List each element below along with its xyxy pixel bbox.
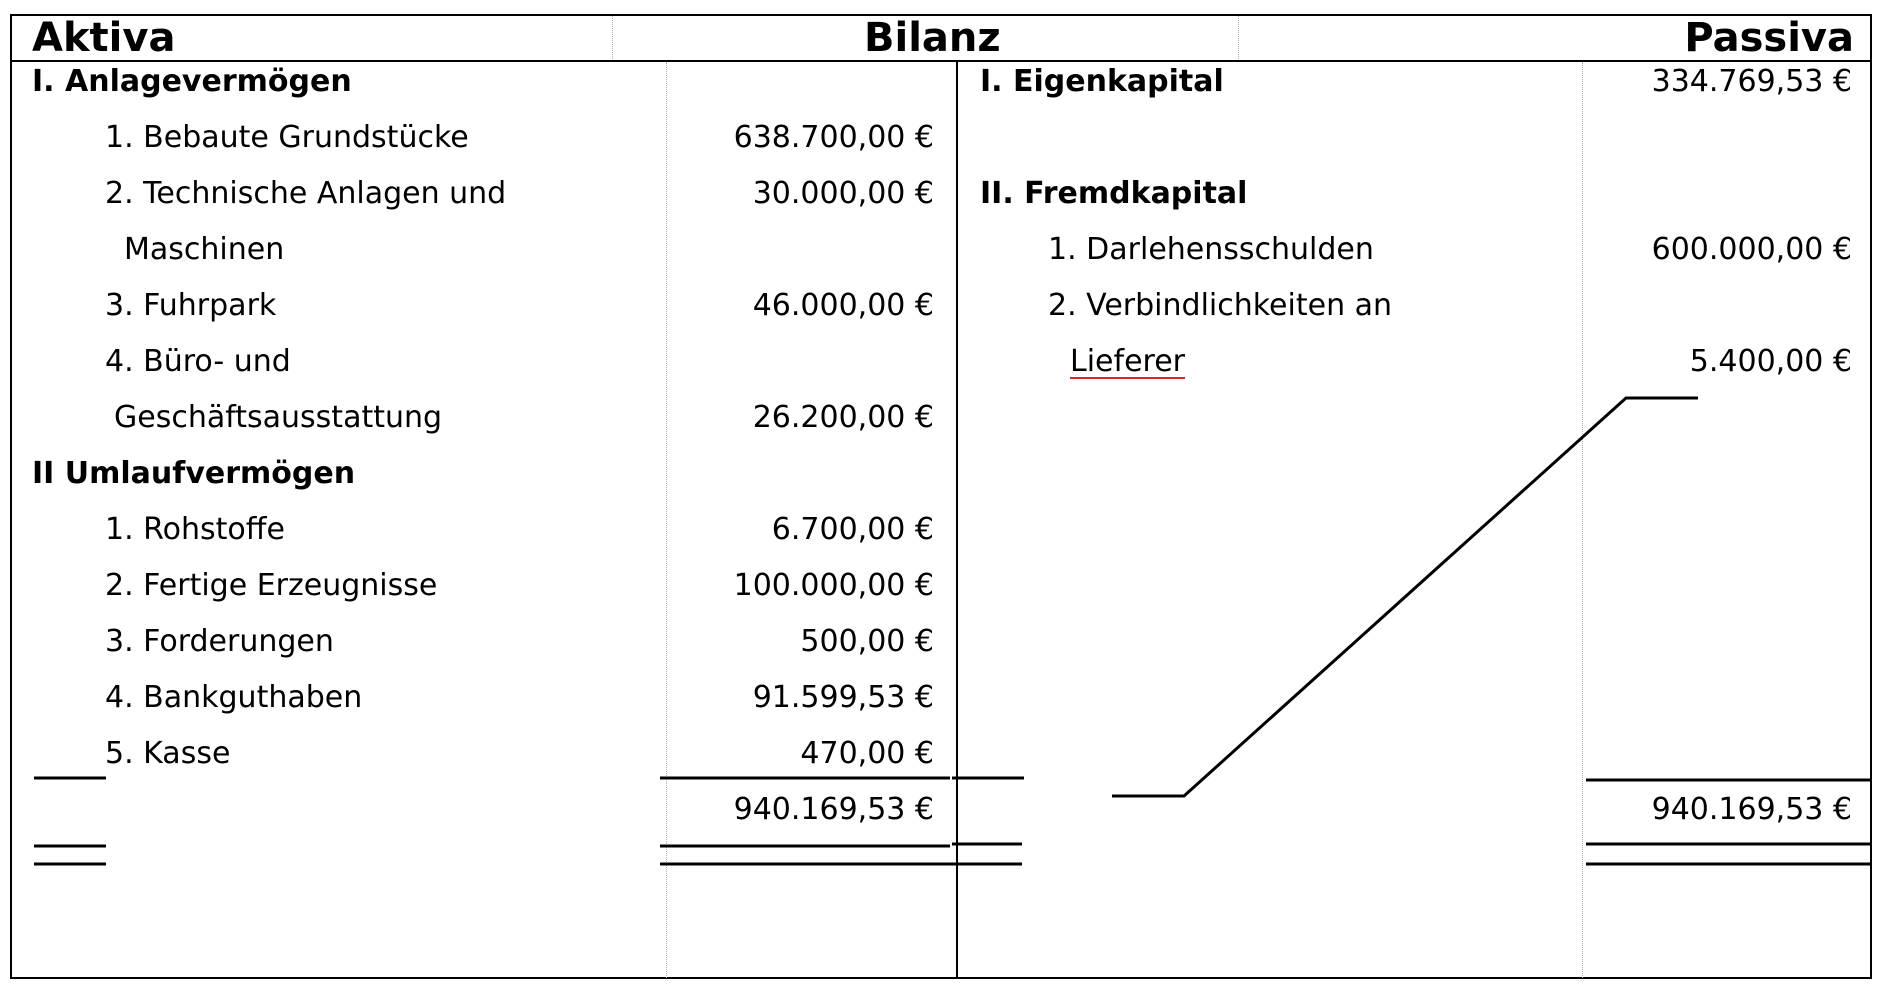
- header-bilanz: Bilanz: [864, 15, 1001, 61]
- aktiva-item-label: Geschäftsausstattung: [114, 400, 443, 435]
- header-grid-line: [1238, 16, 1239, 61]
- aktiva-item-value: 638.700,00 €: [733, 120, 934, 155]
- aktiva-item-label: Maschinen: [124, 232, 285, 267]
- aktiva-item-label: 3. Forderungen: [105, 624, 334, 659]
- passiva-item-label: Lieferer: [1070, 344, 1185, 379]
- passiva-section-value: 334.769,53 €: [1651, 64, 1852, 99]
- aktiva-section-umlaufvermoegen: II Umlaufvermögen: [32, 456, 356, 491]
- passiva-item-label: 2. Verbindlichkeiten an: [1048, 288, 1393, 323]
- aktiva-item-label: 2. Technische Anlagen und: [105, 176, 507, 211]
- aktiva-section-anlagevermoegen: I. Anlagevermögen: [32, 64, 352, 99]
- aktiva-item-value: 91.599,53 €: [752, 680, 934, 715]
- aktiva-item-label: 2. Fertige Erzeugnisse: [105, 568, 438, 603]
- aktiva-item-value: 30.000,00 €: [752, 176, 934, 211]
- passiva-section-fremdkapital: II. Fremdkapital: [980, 176, 1248, 211]
- aktiva-total: 940.169,53 €: [733, 792, 934, 827]
- aktiva-item-value: 26.200,00 €: [752, 400, 934, 435]
- aktiva-item-label: 4. Büro- und: [105, 344, 291, 379]
- header-aktiva: Aktiva: [32, 15, 176, 61]
- passiva-value-grid-line: [1582, 62, 1583, 978]
- aktiva-item-label: 5. Kasse: [105, 736, 231, 771]
- aktiva-item-value: 46.000,00 €: [752, 288, 934, 323]
- header-passiva: Passiva: [1684, 15, 1854, 61]
- passiva-item-value: 600.000,00 €: [1651, 232, 1852, 267]
- aktiva-item-value: 6.700,00 €: [771, 512, 934, 547]
- aktiva-item-label: 3. Fuhrpark: [105, 288, 277, 323]
- aktiva-value-grid-line: [666, 62, 667, 978]
- aktiva-item-value: 500,00 €: [800, 624, 934, 659]
- passiva-total: 940.169,53 €: [1651, 792, 1852, 827]
- passiva-item-label: 1. Darlehensschulden: [1048, 232, 1374, 267]
- passiva-item-value: 5.400,00 €: [1689, 344, 1852, 379]
- header-grid-line: [612, 16, 613, 61]
- aktiva-item-label: 1. Rohstoffe: [105, 512, 285, 547]
- aktiva-item-label: 4. Bankguthaben: [105, 680, 363, 715]
- aktiva-item-label: 1. Bebaute Grundstücke: [105, 120, 469, 155]
- center-divider: [956, 62, 958, 978]
- table-frame: [10, 14, 1872, 979]
- passiva-section-eigenkapital: I. Eigenkapital: [980, 64, 1224, 99]
- aktiva-item-value: 100.000,00 €: [733, 568, 934, 603]
- aktiva-item-value: 470,00 €: [800, 736, 934, 771]
